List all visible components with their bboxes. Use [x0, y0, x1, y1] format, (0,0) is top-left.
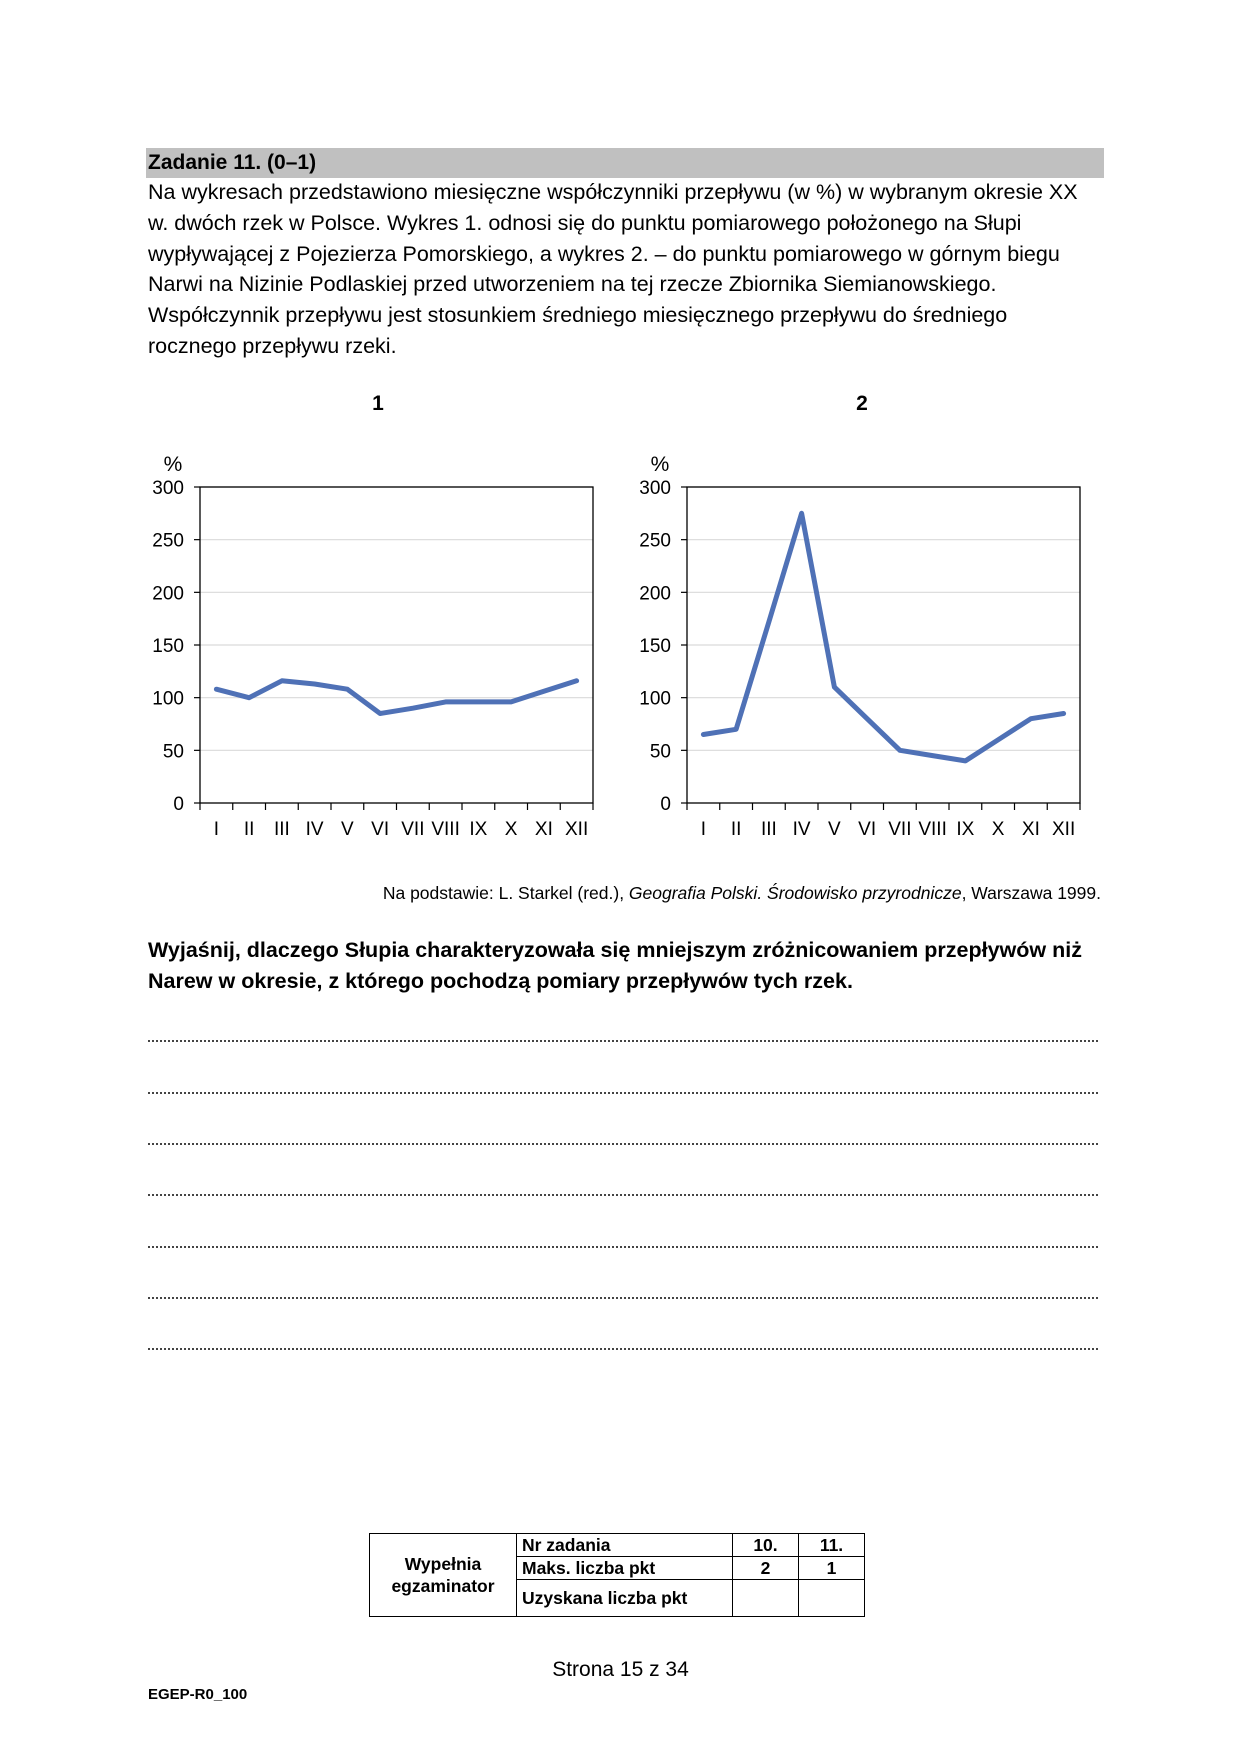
x-tick-label: II — [243, 819, 255, 840]
examiner-filler-label: Wypełnia egzaminator — [370, 1534, 517, 1617]
answer-line[interactable] — [148, 1040, 1098, 1042]
y-tick-label: 100 — [152, 688, 184, 710]
data-point — [800, 511, 804, 515]
task-header: Zadanie 11. (0–1) — [146, 148, 1104, 178]
y-tick-label: 0 — [173, 794, 184, 815]
source-suffix: , Warszawa 1999. — [961, 883, 1101, 903]
source-citation — [383, 883, 1101, 904]
task-intro: Na wykresach przedstawiono miesięczne współczynniki przepływu (w %) w wybranym okresie XX w. dwóch rzek w Polsce. Wykres 1. odnosi się do punktu pomiarowego położonego na Słupi wypływającej z Pojezierza Pomorskiego, a wykres 2. – do punktu pomiarowego w górnym biegu Narwi na Nizinie Podlaskiej przed utworzeniem na tej rzecze Zbiornika Siemianowskiego. Współczynnik przepływu jest stosunkiem średniego miesięcznego przepływu do średniego rocznego przepływu rzeki. — [148, 180, 1078, 358]
x-tick-label: VII — [401, 819, 425, 840]
y-tick-label: 0 — [660, 794, 671, 815]
y-tick-label: 50 — [162, 741, 184, 763]
y-axis-label: % — [650, 453, 670, 476]
y-tick-label: 250 — [639, 530, 671, 552]
x-tick-label: XI — [534, 819, 553, 840]
row-task-label: Nr zadania — [517, 1534, 733, 1557]
data-point — [542, 689, 546, 693]
data-point — [996, 738, 1000, 742]
answer-line[interactable] — [148, 1297, 1098, 1299]
data-point — [832, 685, 836, 689]
data-point — [444, 700, 448, 704]
source-title: Geografia Polski. Środowisko przyrodnicze — [628, 883, 962, 903]
chart-1 — [140, 440, 610, 840]
y-tick-label: 300 — [639, 478, 671, 499]
x-tick-label: XII — [565, 819, 589, 840]
answer-line[interactable] — [148, 1246, 1098, 1248]
answer-line[interactable] — [148, 1092, 1098, 1094]
y-tick-label: 150 — [152, 636, 184, 657]
data-point — [313, 682, 317, 686]
x-tick-label: XII — [1052, 819, 1076, 840]
x-tick-label: VIII — [918, 819, 947, 840]
data-point — [509, 700, 513, 704]
data-point — [963, 759, 967, 763]
data-point — [247, 696, 251, 700]
question: Wyjaśnij, dlaczego Słupia charakteryzowała się mniejszym zróżnicowaniem przepływów niż Narew w okresie, z którego pochodzą pomiary przepływów tych rzek. — [148, 938, 1082, 993]
y-tick-label: 200 — [639, 583, 671, 605]
data-point — [865, 717, 869, 721]
series-line — [703, 513, 1063, 761]
max-10-value: 2 — [733, 1557, 799, 1580]
row-max-label: Maks. liczba pkt — [517, 1557, 733, 1580]
data-point — [1062, 711, 1066, 715]
y-tick-label: 100 — [639, 688, 671, 710]
x-tick-label: VI — [371, 819, 390, 840]
obtained-10-cell[interactable] — [733, 1580, 799, 1617]
x-tick-label: I — [700, 819, 707, 840]
task-10-number: 10. — [733, 1534, 799, 1557]
obtained-11-cell[interactable] — [799, 1580, 865, 1617]
data-point — [214, 687, 218, 691]
answer-line[interactable] — [148, 1143, 1098, 1145]
examiner-table — [369, 1533, 865, 1617]
chart-1-title: 1 — [372, 392, 384, 415]
x-tick-label: VI — [858, 819, 877, 840]
x-tick-label: VII — [888, 819, 912, 840]
x-tick-label: VIII — [431, 819, 460, 840]
data-point — [931, 754, 935, 758]
page-number: Strona 15 z 34 — [552, 1658, 689, 1681]
row-obtained-label: Uzyskana liczba pkt — [517, 1580, 733, 1617]
x-tick-label: V — [828, 819, 841, 840]
chart-2 — [627, 440, 1097, 840]
x-tick-label: IX — [469, 819, 488, 840]
source-prefix: Na podstawie: L. Starkel (red.), — [382, 883, 629, 903]
y-axis-label: % — [163, 453, 183, 476]
x-tick-label: II — [730, 819, 742, 840]
x-tick-label: I — [213, 819, 220, 840]
data-point — [378, 711, 382, 715]
y-tick-label: 300 — [152, 478, 184, 499]
answer-line[interactable] — [148, 1348, 1098, 1350]
data-point — [1029, 717, 1033, 721]
x-tick-label: V — [341, 819, 354, 840]
x-tick-label: III — [760, 819, 777, 840]
chart-2-title: 2 — [856, 392, 868, 415]
max-11-value: 1 — [799, 1557, 865, 1580]
x-tick-label: IV — [305, 819, 324, 840]
data-point — [411, 706, 415, 710]
x-tick-label: III — [273, 819, 290, 840]
y-tick-label: 200 — [152, 583, 184, 605]
y-tick-label: 50 — [649, 741, 671, 763]
x-tick-label: IX — [956, 819, 975, 840]
x-tick-label: X — [991, 819, 1005, 840]
x-tick-label: IV — [792, 819, 811, 840]
data-point — [575, 679, 579, 683]
exam-code: EGEP-R0_100 — [148, 1686, 248, 1703]
y-tick-label: 150 — [639, 636, 671, 657]
data-point — [345, 687, 349, 691]
y-tick-label: 250 — [152, 530, 184, 552]
data-point — [767, 620, 771, 624]
answer-line[interactable] — [148, 1194, 1098, 1196]
x-tick-label: X — [504, 819, 518, 840]
task-11-number: 11. — [799, 1534, 865, 1557]
data-point — [280, 679, 284, 683]
data-point — [476, 700, 480, 704]
x-tick-label: XI — [1021, 819, 1040, 840]
data-point — [734, 727, 738, 731]
data-point — [701, 733, 705, 737]
data-point — [898, 748, 902, 752]
